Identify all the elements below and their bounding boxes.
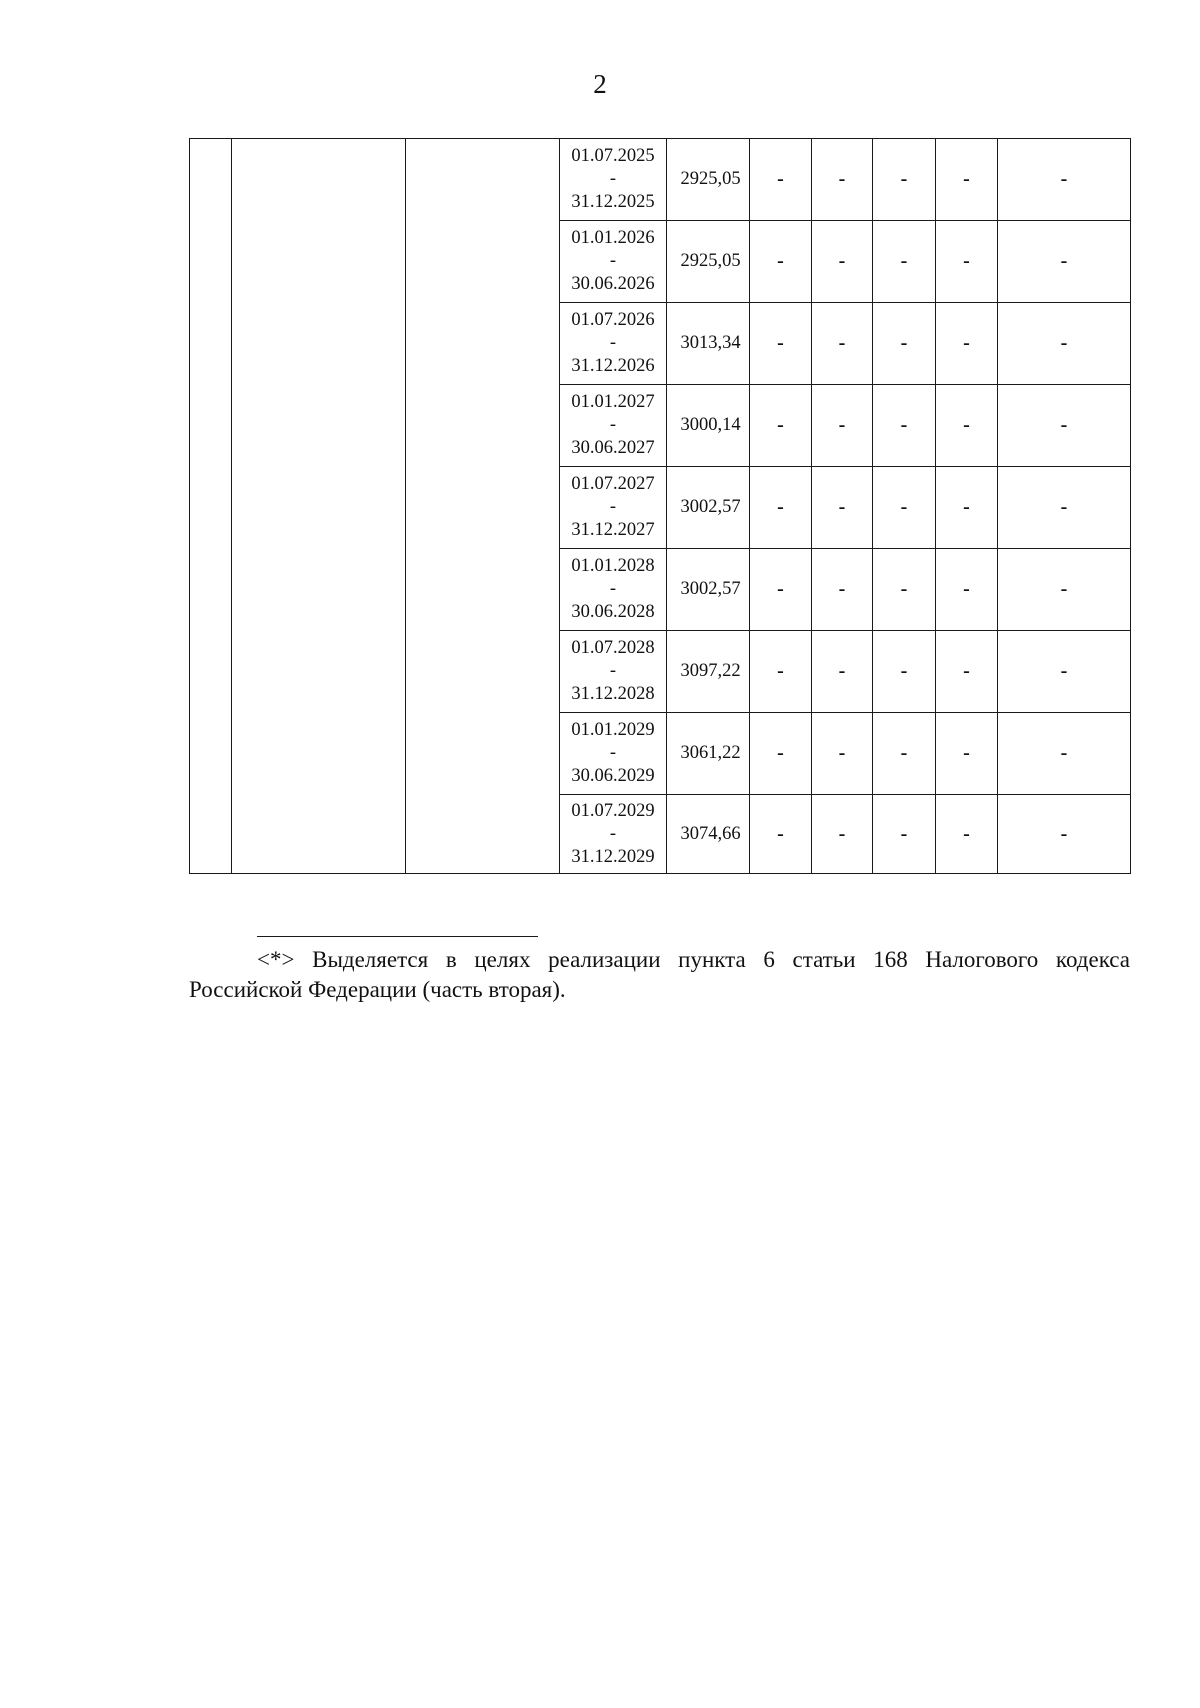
empty-value-cell: - bbox=[812, 139, 873, 221]
period-separator: - bbox=[609, 251, 617, 271]
empty-value-cell: - bbox=[998, 795, 1131, 874]
tariff-value-cell: 2925,05 bbox=[667, 221, 750, 303]
table-row bbox=[190, 139, 1131, 221]
period-cell bbox=[560, 631, 667, 713]
period-separator: - bbox=[609, 823, 617, 844]
period-end: 30.06.2026 bbox=[571, 274, 655, 294]
empty-value-cell: - bbox=[873, 631, 936, 713]
tariff-value-cell: 3097,22 bbox=[667, 631, 750, 713]
empty-value-cell: - bbox=[750, 385, 812, 467]
empty-value-cell: - bbox=[812, 385, 873, 467]
empty-value-cell: - bbox=[873, 795, 936, 874]
period-start: 01.07.2029 bbox=[571, 800, 655, 821]
empty-value-cell: - bbox=[998, 631, 1131, 713]
empty-value-cell: - bbox=[812, 221, 873, 303]
period-end: 31.12.2025 bbox=[571, 192, 655, 212]
empty-value-cell: - bbox=[873, 385, 936, 467]
empty-value-cell: - bbox=[936, 139, 998, 221]
period-cell bbox=[560, 303, 667, 385]
period-start: 01.07.2025 bbox=[571, 146, 655, 166]
empty-value-cell: - bbox=[873, 303, 936, 385]
empty-value-cell: - bbox=[936, 221, 998, 303]
period-end: 31.12.2026 bbox=[571, 356, 655, 376]
empty-value-cell: - bbox=[998, 385, 1131, 467]
period-separator: - bbox=[609, 743, 617, 763]
empty-value-cell: - bbox=[998, 221, 1131, 303]
empty-value-cell: - bbox=[873, 467, 936, 549]
period-cell bbox=[560, 795, 667, 874]
tariff-value-cell: 3000,14 bbox=[667, 385, 750, 467]
empty-value-cell: - bbox=[936, 631, 998, 713]
empty-value-cell: - bbox=[812, 713, 873, 795]
empty-value-cell: - bbox=[812, 631, 873, 713]
period-cell bbox=[560, 221, 667, 303]
empty-value-cell: - bbox=[750, 303, 812, 385]
tariff-value-cell: 3013,34 bbox=[667, 303, 750, 385]
period-start: 01.01.2026 bbox=[571, 228, 655, 248]
empty-value-cell: - bbox=[873, 139, 936, 221]
period-separator: - bbox=[609, 661, 617, 681]
period-start: 01.07.2027 bbox=[571, 474, 655, 494]
empty-value-cell: - bbox=[936, 467, 998, 549]
tariff-value-cell: 3002,57 bbox=[667, 549, 750, 631]
empty-value-cell: - bbox=[936, 549, 998, 631]
period-start: 01.01.2028 bbox=[571, 556, 655, 576]
tariff-table bbox=[189, 138, 1131, 874]
period-start: 01.01.2027 bbox=[571, 392, 655, 412]
period-separator: - bbox=[609, 497, 617, 517]
period-end: 30.06.2028 bbox=[571, 602, 655, 622]
period-cell bbox=[560, 713, 667, 795]
empty-value-cell: - bbox=[998, 139, 1131, 221]
empty-value-cell: - bbox=[750, 631, 812, 713]
empty-value-cell: - bbox=[998, 549, 1131, 631]
footnote-line-2: Российской Федерации (часть вторая). bbox=[189, 977, 566, 1002]
empty-value-cell: - bbox=[998, 713, 1131, 795]
empty-value-cell: - bbox=[873, 221, 936, 303]
empty-value-cell: - bbox=[750, 713, 812, 795]
empty-value-cell: - bbox=[936, 303, 998, 385]
group-column-cell bbox=[406, 139, 560, 874]
empty-value-cell: - bbox=[936, 713, 998, 795]
empty-value-cell: - bbox=[750, 549, 812, 631]
period-start: 01.07.2028 bbox=[571, 638, 655, 658]
empty-value-cell: - bbox=[936, 385, 998, 467]
period-end: 31.12.2029 bbox=[571, 846, 655, 867]
empty-value-cell: - bbox=[812, 549, 873, 631]
empty-value-cell: - bbox=[750, 467, 812, 549]
tariff-value-cell: 2925,05 bbox=[667, 139, 750, 221]
number-column-cell bbox=[190, 139, 232, 874]
tariff-value-cell: 3002,57 bbox=[667, 467, 750, 549]
page-number: 2 bbox=[593, 69, 607, 99]
period-separator: - bbox=[609, 169, 617, 189]
period-start: 01.01.2029 bbox=[571, 720, 655, 740]
empty-value-cell: - bbox=[812, 795, 873, 874]
period-end: 31.12.2027 bbox=[571, 520, 655, 540]
footnote-divider bbox=[257, 936, 538, 937]
empty-value-cell: - bbox=[998, 467, 1131, 549]
period-start: 01.07.2026 bbox=[571, 310, 655, 330]
period-cell bbox=[560, 139, 667, 221]
empty-value-cell: - bbox=[750, 139, 812, 221]
empty-value-cell: - bbox=[812, 467, 873, 549]
tariff-value-cell: 3074,66 bbox=[667, 795, 750, 874]
empty-value-cell: - bbox=[873, 713, 936, 795]
tariff-value-cell: 3061,22 bbox=[667, 713, 750, 795]
period-end: 30.06.2029 bbox=[571, 766, 655, 786]
empty-value-cell: - bbox=[936, 795, 998, 874]
period-separator: - bbox=[609, 579, 617, 599]
empty-value-cell: - bbox=[998, 303, 1131, 385]
footnote-line-1: <*> Выделяется в целях реализации пункта 6 статьи 168 Налогового кодекса bbox=[257, 947, 1130, 972]
period-cell bbox=[560, 385, 667, 467]
period-cell bbox=[560, 467, 667, 549]
period-separator: - bbox=[609, 333, 617, 353]
empty-value-cell: - bbox=[873, 549, 936, 631]
table-body bbox=[190, 139, 1131, 874]
period-separator: - bbox=[609, 415, 617, 435]
empty-value-cell: - bbox=[750, 795, 812, 874]
name-column-cell bbox=[232, 139, 406, 874]
period-end: 31.12.2028 bbox=[571, 684, 655, 704]
empty-value-cell: - bbox=[750, 221, 812, 303]
period-cell bbox=[560, 549, 667, 631]
footnote bbox=[189, 945, 1130, 1005]
period-end: 30.06.2027 bbox=[571, 438, 655, 458]
empty-value-cell: - bbox=[812, 303, 873, 385]
